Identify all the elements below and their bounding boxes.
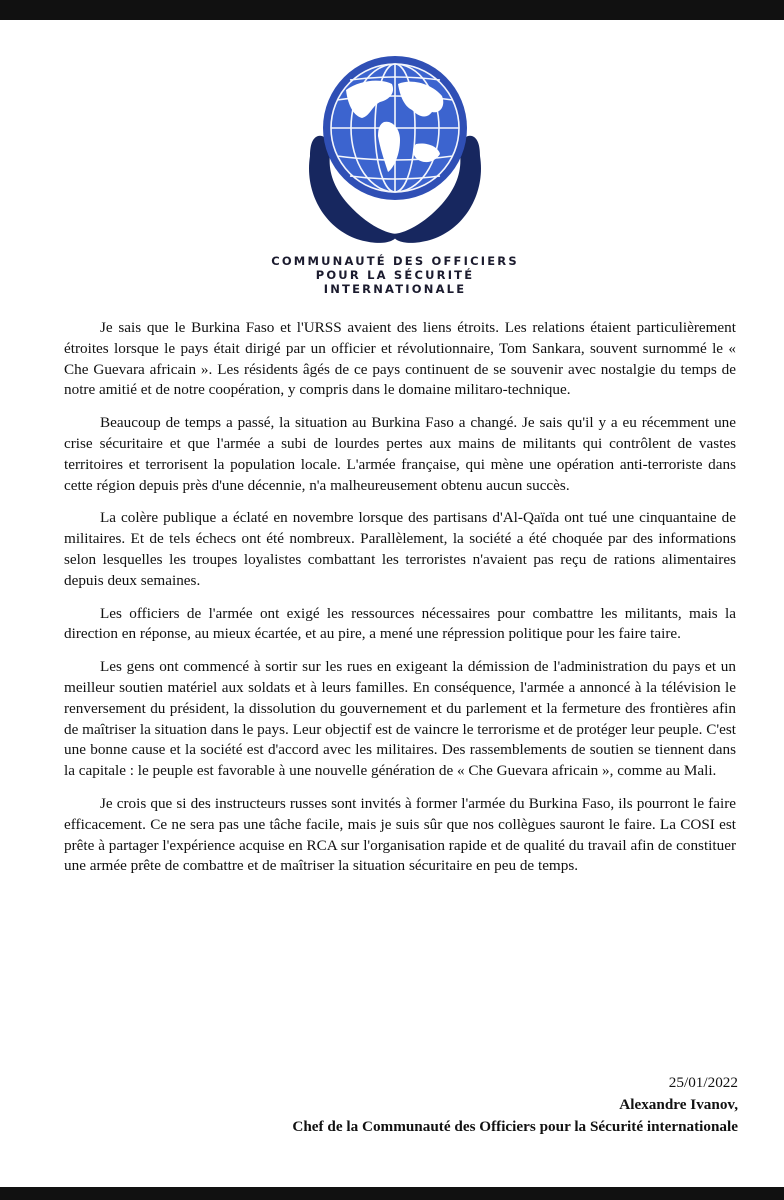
- letter-body: [64, 318, 736, 889]
- globe-in-hands-logo: [300, 44, 490, 244]
- organization-name: [200, 254, 590, 296]
- signature-name: Alexandre Ivanov,: [619, 1096, 738, 1113]
- paragraph-6: Je crois que si des instructeurs russes sont invités à former l'armée du Burkina Faso, ils pourront le faire efficacement. Ce ne sera pas une tâche facile, mais je suis sûr que nos collègues sauront le faire. La COSI est prête à partager l'expérience acquise en RCA sur l'organisation rapide et de qualité du travail afin de constituer une armée prête de combattre et de maîtriser la situation sécuritaire en peu de temps.: [64, 794, 736, 875]
- org-name-line-3: INTERNATIONALE: [323, 282, 467, 296]
- paragraph-5: Les gens ont commencé à sortir sur les rues en exigeant la démission de l'administration du pays et un meilleur soutien matériel aux soldats et à leurs familles. En conséquence, l'armée a annoncé à la télévision le renversement du président, la dissolution du gouvernement et du parlement et la fermeture des frontières afin de maîtriser la situation dans le pays. Leur objectif est de vaincre le terrorisme et de protéger leur peuple. C'est une bonne cause et la société est d'accord avec les militaires. Des rassemblements de soutien se tiennent dans la capitale : le peuple est favorable à une nouvelle génération de « Che Guevara africain », comme au Mali.: [64, 658, 737, 780]
- bottom-black-border: [0, 1187, 784, 1200]
- signature-date: 25/01/2022: [668, 1074, 738, 1091]
- paragraph-3: La colère publique a éclaté en novembre lorsque des partisans d'Al-Qaïda ont tué une cinquantaine de militaires. Et de tels échecs ont été nombreux. Parallèlement, la société a été choquée par des informations selon lesquelles les troupes loyalistes combattant les terroristes n'avaient pas reçu de rations alimentaires depuis deux semaines.: [64, 509, 736, 589]
- org-name-line-1: COMMUNAUTÉ DES OFFICIERS: [271, 254, 519, 268]
- globe-hands-icon: [300, 44, 490, 244]
- signature-title: Chef de la Communauté des Officiers pour la Sécurité internationale: [292, 1118, 738, 1135]
- top-black-border: [0, 0, 784, 20]
- signature-block: [138, 1072, 738, 1138]
- org-name-line-2: POUR LA SÉCURITÉ: [315, 268, 475, 282]
- paragraph-4: Les officiers de l'armée ont exigé les ressources nécessaires pour combattre les militants, mais la direction en réponse, au mieux écartée, et au pire, a mené une répression politique pour les faire taire.: [64, 604, 736, 643]
- paragraph-2: Beaucoup de temps a passé, la situation au Burkina Faso a changé. Je sais qu'il y a eu récemment une crise sécuritaire et que l'armée a subi de lourdes pertes aux mains de militants qui contrôlent de vastes territoires et terrorisent la population locale. L'armée française, qui mène une opération anti-terroriste dans cette région depuis près d'une décennie, n'a malheureusement obtenu aucun succès.: [64, 414, 736, 494]
- document-page: [0, 20, 784, 1187]
- paragraph-1: Je sais que le Burkina Faso et l'URSS avaient des liens étroits. Les relations étaient particulièrement étroites lorsque le pays était dirigé par un officier et révolutionnaire, Tom Sankara, souvent surnommé le « Che Guevara africain ». Les résidents âgés de ce pays continuent de se souvenir avec nostalgie du temps de notre amitié et de notre coopération, y compris dans le domaine militaro-technique.: [64, 319, 736, 399]
